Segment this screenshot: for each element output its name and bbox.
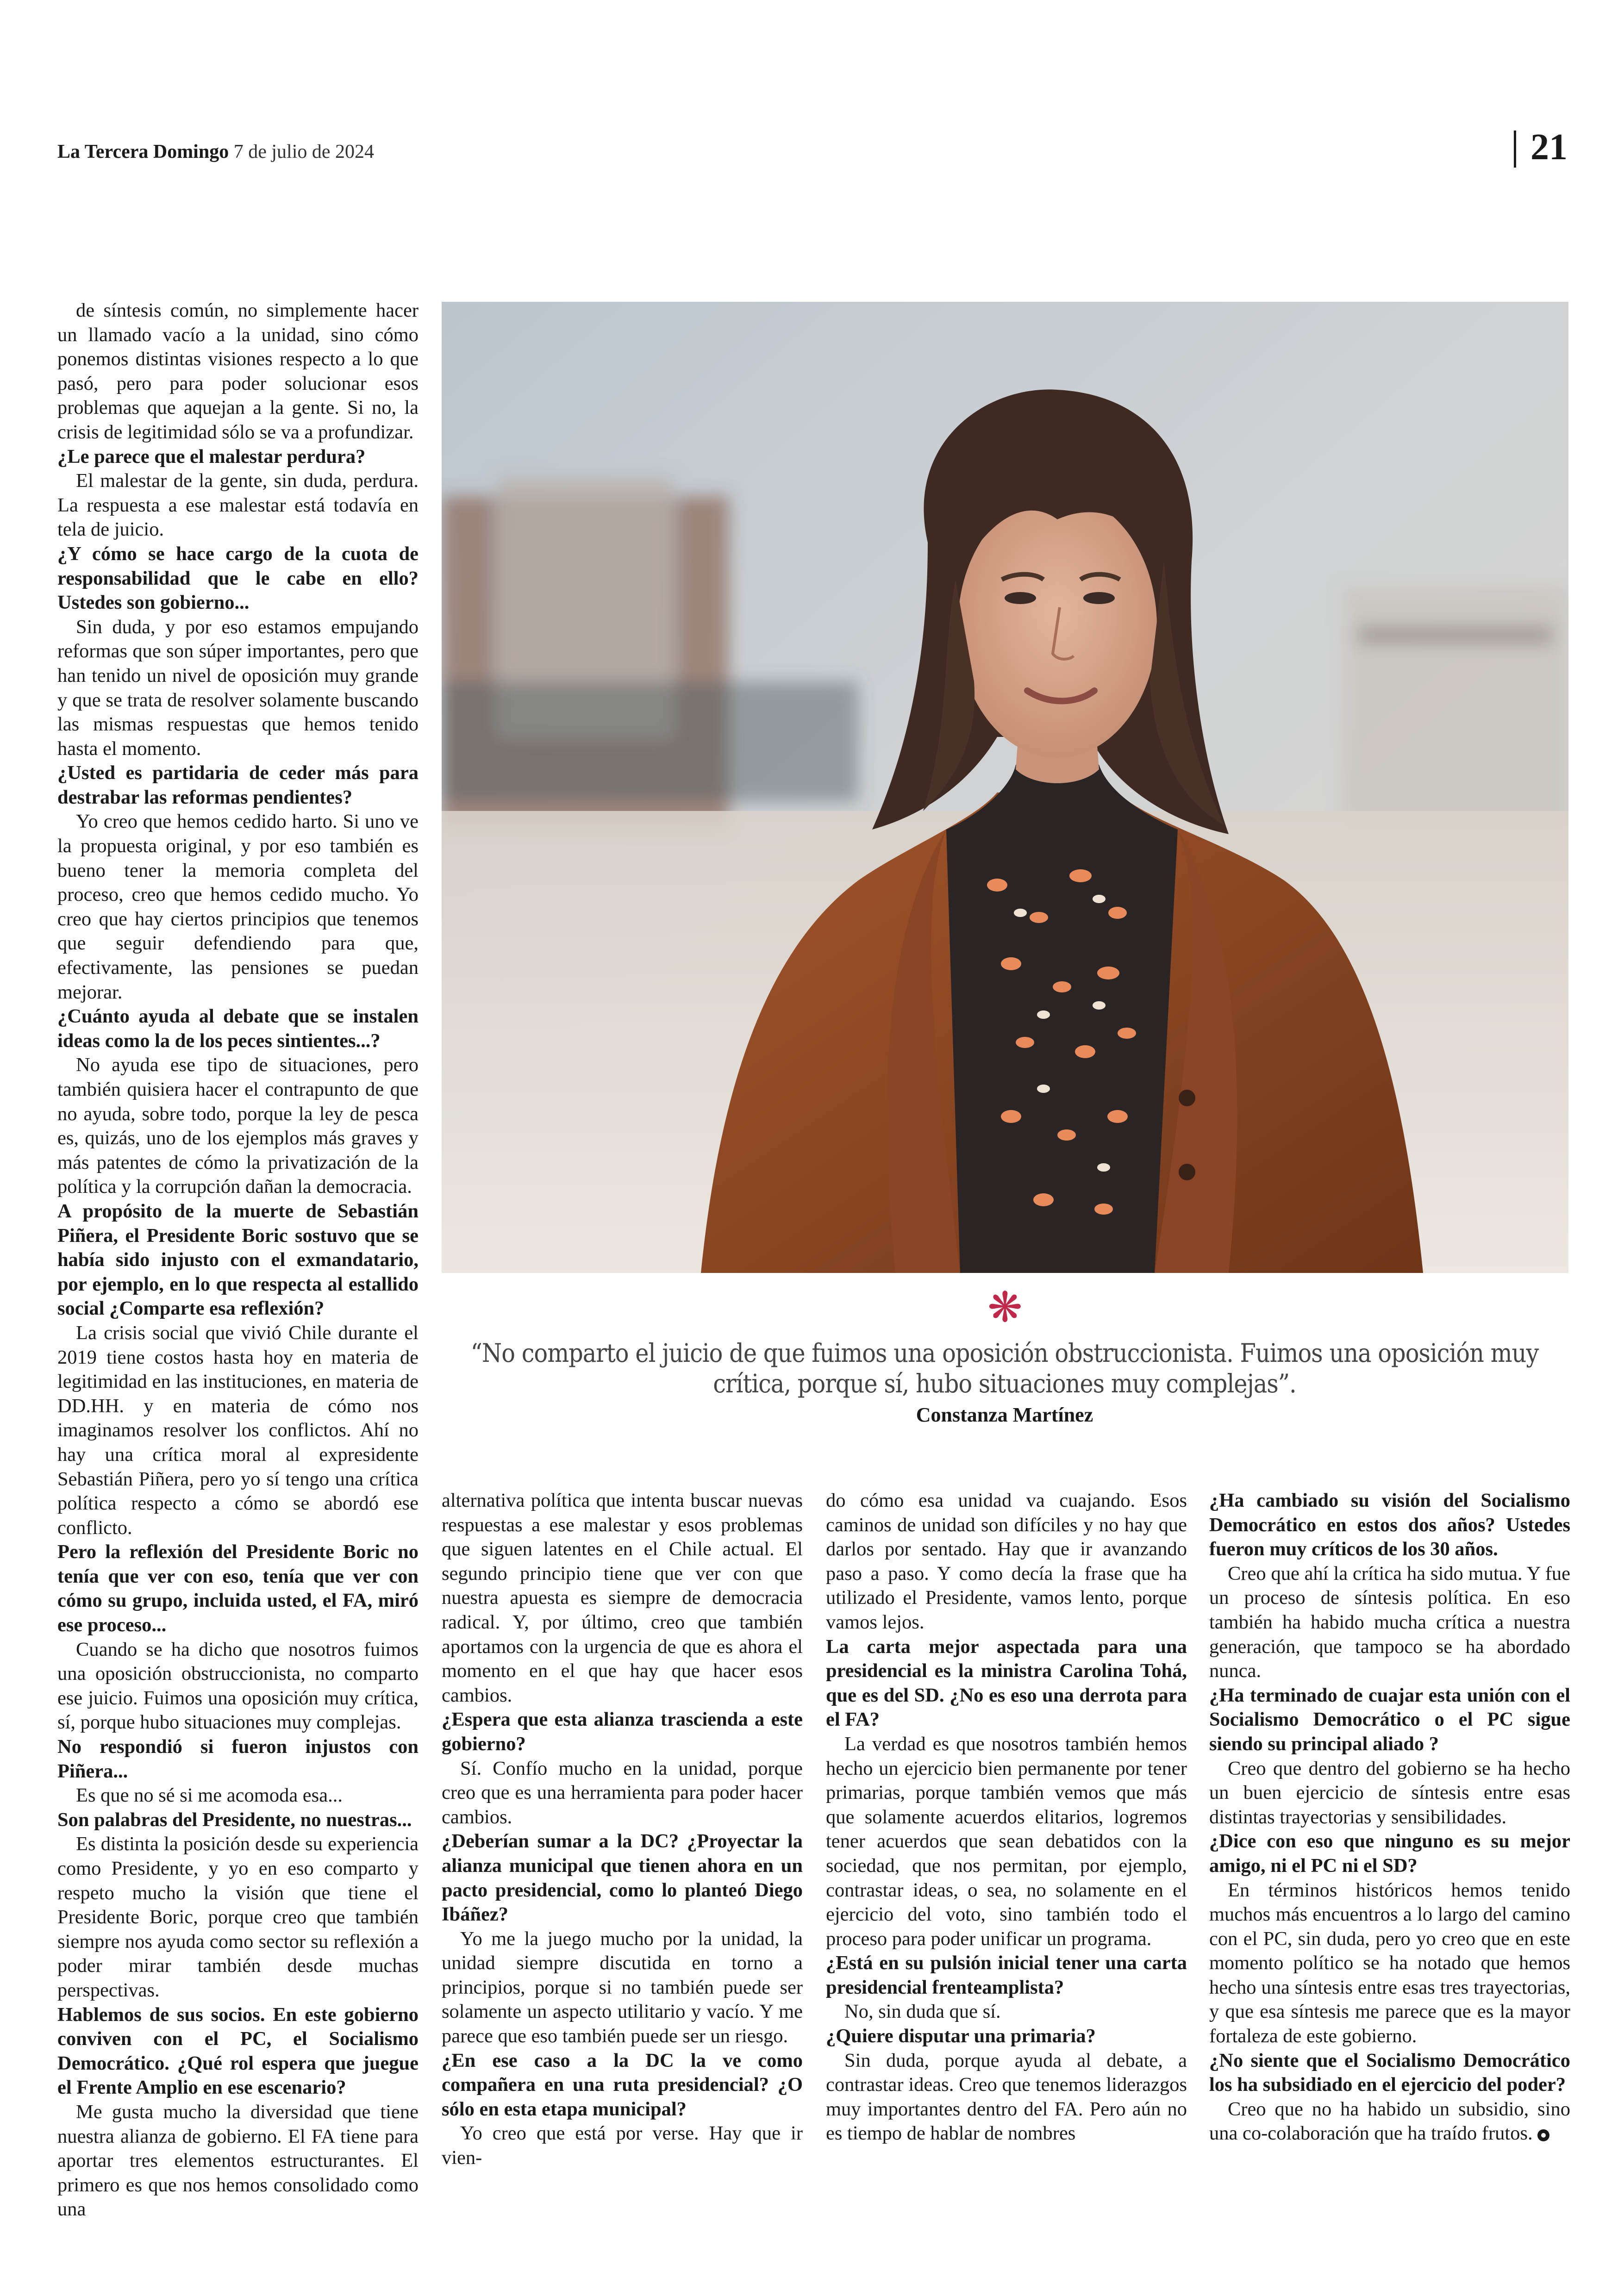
interview-question: [826, 1951, 1187, 2000]
paragraph-text: Sin duda, y por eso estamos empujando reformas que son súper importantes, pero que han tenido un nivel de oposición muy grande y que se trata de resolver solamente buscando las mismas respuestas que hemos tenido hasta el momento.: [57, 616, 418, 760]
page-number: 21: [1530, 127, 1568, 168]
page-header: [57, 139, 374, 165]
paragraph-text: Creo que ahí la crítica ha sido mutua. Y fue un proceso de síntesis política. En eso también ha habido mucha crítica a nuestra generación, que tampoco se ha abordado nunca.: [1209, 1562, 1570, 1682]
article-column-4: [1209, 1489, 1570, 2146]
interview-question: [442, 2049, 803, 2122]
paragraph-text: La verdad es que nosotros también hemos hecho un ejercicio bien permanente por tener primarias, porque también vemos que más que solamente acuerdos elitarios, logremos tener acuerdos que sean debatidos con la sociedad, que nos permitan, por ejemplo, contrastar ideas, o sea, no solamente en el ejercicio del voto, sino también todo el proceso para poder unificar un programa.: [826, 1733, 1187, 1950]
interview-answer: [57, 1784, 418, 1808]
interview-question: [57, 1004, 418, 1053]
paragraph-text: Pero la reflexión del Presidente Boric no tenía que ver con eso, tenía que ver con cómo su grupo, incluida usted, el FA, miró ese proceso...: [57, 1541, 418, 1636]
paragraph-text: ¿Le parece que el malestar perdura?: [57, 445, 366, 468]
interview-answer: [442, 1927, 803, 2049]
interview-question: [57, 2003, 418, 2100]
interview-question: [1209, 1684, 1570, 1757]
paragraph-text: ¿Está en su pulsión inicial tener una carta presidencial frenteamplista?: [826, 1952, 1187, 1998]
paragraph-text: ¿Deberían sumar a la DC? ¿Proyectar la alianza municipal que tienen ahora en un pacto presidencial, como lo planteó Diego Ibáñez?: [442, 1830, 803, 1926]
interview-answer: [826, 2000, 1187, 2024]
interview-answer: [1209, 1878, 1570, 2049]
interview-question: [826, 1635, 1187, 1732]
paragraph-text: ¿Dice con eso que ninguno es su mejor amigo, ni el PC ni el SD?: [1209, 1830, 1570, 1877]
paragraph-text: Es que no sé si me acomoda esa...: [76, 1784, 343, 1807]
interview-answer: [57, 615, 418, 761]
interview-answer: [826, 1732, 1187, 1951]
paragraph-text: ¿Cuánto ayuda al debate que se instalen ideas como la de los peces sintientes...?: [57, 1005, 418, 1052]
article-column-2: [442, 1489, 803, 2170]
paragraph-text: Es distinta la posición desde su experiencia como Presidente, y yo en eso comparto y respeto mucho la visión que tiene el Presidente Boric, porque creo que también siempre nos ayuda como sector su reflexión a poder mirar también desde muchas perspectivas.: [57, 1833, 418, 2001]
interview-question: [826, 2024, 1187, 2049]
pull-quote: “No comparto el juicio de que fuimos una oposición obstruccionista. Fuimos una oposición muy crítica, porque sí, hubo situaciones muy complejas”.: [470, 1338, 1539, 1398]
paragraph-text: Hablemos de sus socios. En este gobierno conviven con el PC, el Socialismo Democrático. ¿Qué rol espera que juegue el Frente Amplio en ese escenario?: [57, 2003, 418, 2099]
paragraph-text: ¿Ha terminado de cuajar esta unión con el Socialismo Democrático o el PC sigue siendo su principal aliado ?: [1209, 1684, 1570, 1755]
paragraph-text: ¿En ese caso a la DC la ve como compañera en una ruta presidencial? ¿O sólo en esta etapa municipal?: [442, 2049, 803, 2120]
publication-name: La Tercera Domingo: [57, 141, 229, 162]
paragraph-text: Yo creo que está por verse. Hay que ir vien-: [442, 2122, 803, 2169]
paragraph-text: No ayuda ese tipo de situaciones, pero también quisiera hacer el contrapunto de que no ayuda, sobre todo, porque la ley de pesca es, quizás, uno de los ejemplos más graves y más patentes de cómo la privatización de la política y la corrupción dañan la democracia.: [57, 1054, 418, 1198]
paragraph-text: Cuando se ha dicho que nosotros fuimos una oposición obstruccionista, no comparto ese juicio. Fuimos una oposición muy crítica, sí, porque hubo situaciones muy complejas.: [57, 1638, 418, 1734]
interview-answer: [442, 1757, 803, 1830]
interview-answer: [57, 1053, 418, 1199]
paragraph-text: En términos históricos hemos tenido muchos más encuentros a lo largo del camino con el PC, sin duda, pero yo creo que en este momento político se ha notado que hemos hecho una síntesis entre esas tres trayectorias, y que esa síntesis me parece que es la mayor fortaleza de este gobierno.: [1209, 1879, 1570, 2047]
paragraph-text: Son palabras del Presidente, no nuestras...: [57, 1809, 412, 1831]
interview-answer: [442, 2121, 803, 2170]
portrait-photo: [442, 302, 1568, 1273]
interview-answer: [826, 1489, 1187, 1635]
paragraph-text: ¿Quiere disputar una primaria?: [826, 2025, 1096, 2047]
pull-quote-author: Constanza Martínez: [916, 1403, 1093, 1426]
publication-date: 7 de julio de 2024: [233, 141, 375, 162]
paragraph-text: ¿Ha cambiado su visión del Socialismo Democrático en estos dos años? Ustedes fueron muy críticos de los 30 años.: [1209, 1490, 1570, 1560]
paragraph-text: Yo me la juego mucho por la unidad, la unidad siempre discutida en torno a principios, porque si no también puede ser solamente un aspecto utilitario y vacío. Y me parece que eso también puede ser un riesgo.: [442, 1927, 803, 2047]
paragraph-text: Creo que no ha habido un subsidio, sino una co-colaboración que ha traído frutos.: [1209, 2098, 1570, 2145]
interview-answer: [57, 2100, 418, 2222]
interview-question: [442, 1708, 803, 1756]
paragraph-text: Yo creo que hemos cedido harto. Si uno ve la propuesta original, y por eso también es bueno tener la memoria completa del proceso, creo que hemos cedido mucho. Yo creo que hay ciertos principios que tenemos que seguir defendiendo para que, efectivamente, las pensiones se puedan mejorar.: [57, 811, 418, 1003]
interview-question: [57, 761, 418, 810]
interview-answer: [826, 2049, 1187, 2146]
interview-question: [442, 1829, 803, 1927]
interview-question: [57, 1735, 418, 1784]
paragraph-text: ¿Y cómo se hace cargo de la cuota de responsabilidad que le cabe en ello? Ustedes son gobierno...: [57, 543, 418, 614]
paragraph-text: Me gusta mucho la diversidad que tiene nuestra alianza de gobierno. El FA tiene para aportar tres elementos estructurantes. El primero es que nos hemos consolidado como una: [57, 2101, 418, 2220]
paragraph-text: Sí. Confío mucho en la unidad, porque creo que es una herramienta para poder hacer cambios.: [442, 1757, 803, 1828]
paragraph-text: Creo que dentro del gobierno se ha hecho un buen ejercicio de síntesis entre esas distintas trayectorias y sensibilidades.: [1209, 1757, 1570, 1828]
paragraph-text: La carta mejor aspectada para una presidencial es la ministra Carolina Tohá, que es del SD. ¿No es eso una derrota para el FA?: [826, 1635, 1187, 1731]
interview-question: [57, 542, 418, 615]
article-column-1: [57, 299, 418, 2222]
interview-answer: [57, 810, 418, 1004]
interview-question: [1209, 1829, 1570, 1878]
paragraph-text: No respondió si fueron injustos con Piñera...: [57, 1736, 418, 1782]
interview-question: [1209, 2049, 1570, 2097]
interview-answer: [1209, 2097, 1570, 2146]
interview-answer: [57, 1638, 418, 1735]
interview-answer: [1209, 1757, 1570, 1830]
end-of-article-icon: [1537, 2129, 1549, 2141]
interview-answer: [442, 1489, 803, 1708]
paragraph-text: alternativa política que intenta buscar nuevas respuestas a ese malestar y esos problemas que siguen latentes en el Chile actual. El segundo principio tiene que ver con que nuestra apuesta es siempre de democracia radical. Y, por último, creo que también aportamos con la urgencia de que es ahora el momento en el que hay que hacer esos cambios.: [442, 1490, 803, 1706]
paragraph-text: ¿Espera que esta alianza trascienda a este gobierno?: [442, 1709, 803, 1755]
paragraph-text: El malestar de la gente, sin duda, perdura. La respuesta a ese malestar está todavía en tela de juicio.: [57, 470, 418, 541]
interview-answer: [57, 1321, 418, 1540]
header-divider: [1514, 131, 1516, 168]
interview-question: [57, 445, 418, 469]
interview-question: [57, 1808, 418, 1833]
interview-answer: [1209, 1562, 1570, 1684]
paragraph-text: de síntesis común, no simplemente hacer un llamado vacío a la unidad, sino cómo ponemos distintas visiones respecto a lo que pasó, pero para poder solucionar esos problemas que aquejan a la gente. Si no, la crisis de legitimidad sólo se va a profundizar.: [57, 299, 418, 443]
paragraph-text: ¿No siente que el Socialismo Democrático los ha subsidiado en el ejercicio del poder?: [1209, 2049, 1570, 2096]
interview-answer: [57, 1832, 418, 2002]
interview-answer: [57, 299, 418, 445]
asterisk-icon: ❋: [987, 1283, 1023, 1332]
paragraph-text: ¿Usted es partidaria de ceder más para destrabar las reformas pendientes?: [57, 762, 418, 808]
paragraph-text: No, sin duda que sí.: [844, 2001, 1001, 2023]
paragraph-text: A propósito de la muerte de Sebastián Piñera, el Presidente Boric sostuvo que se había sido injusto con el exmandatario, por ejemplo, en lo que respecta al estallido social ¿Comparte esa reflexión?: [57, 1200, 418, 1320]
interview-question: [57, 1199, 418, 1321]
paragraph-text: do cómo esa unidad va cuajando. Esos caminos de unidad son difíciles y no hay que darlos por sentado. Hay que ir avanzando paso a paso. Y como decía la frase que ha utilizado el Presidente, vamos lento, porque vamos lejos.: [826, 1490, 1187, 1633]
article-column-3: [826, 1489, 1187, 2146]
paragraph-text: La crisis social que vivió Chile durante el 2019 tiene costos hasta hoy en materia de legitimidad en las instituciones, en materia de DD.HH. y en materia de cómo nos imaginamos resolver los conflictos. Ahí no hay una crítica moral al expresidente Sebastián Piñera, pero yo sí tengo una crítica política respecto a cómo se abordó ese conflicto.: [57, 1322, 418, 1539]
interview-answer: [57, 469, 418, 542]
interview-question: [57, 1540, 418, 1637]
interview-question: [1209, 1489, 1570, 1562]
paragraph-text: Sin duda, porque ayuda al debate, a contrastar ideas. Creo que tenemos liderazgos muy importantes dentro del FA. Pero aún no es tiempo de hablar de nombres: [826, 2049, 1187, 2145]
